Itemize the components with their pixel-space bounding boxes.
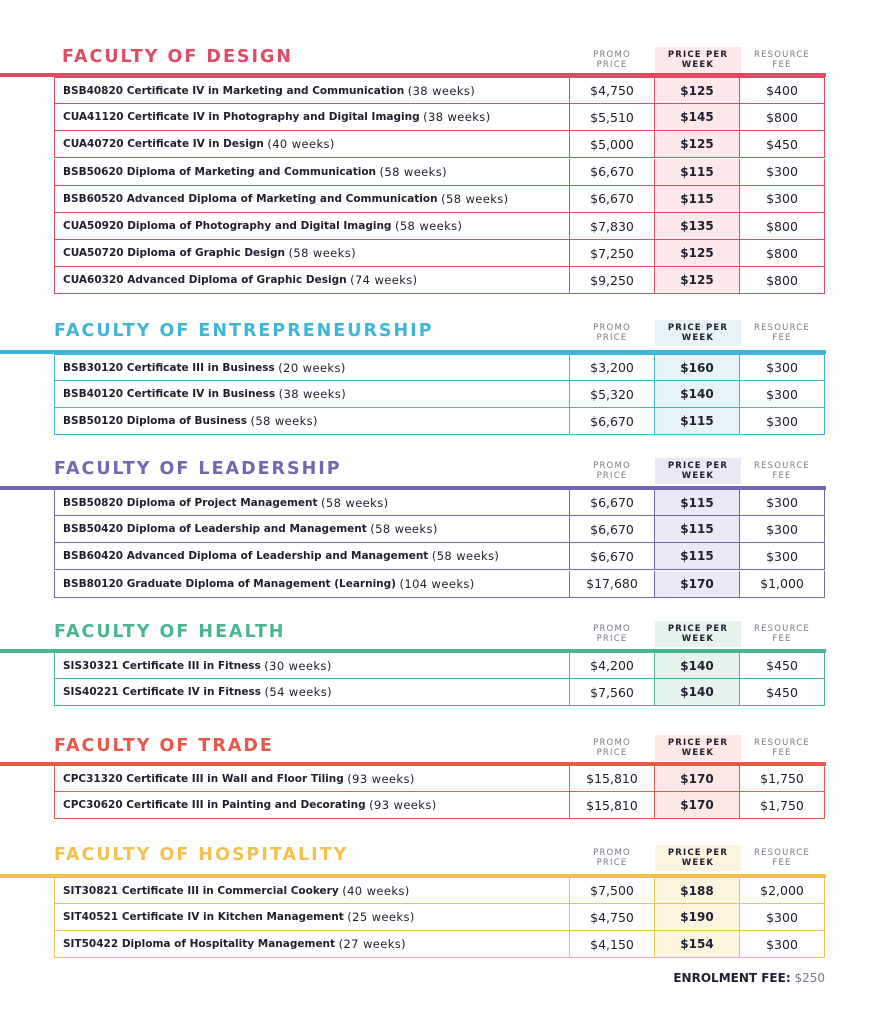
course-duration: (93 weeks) [347,771,415,786]
course-name: BSB40120 Certificate IV in Business [63,388,276,401]
course-duration: (104 weeks) [399,576,475,591]
section-title: FACULTY OF DESIGN [62,47,294,67]
course-cell [54,571,570,598]
table-row [54,489,825,516]
column-header-label: PRICE PER WEEK [667,848,729,868]
course-duration: (20 weeks) [278,360,346,375]
course-duration: (58 weeks) [431,549,500,564]
table-row [54,131,825,158]
course-duration: (25 weeks) [347,910,415,925]
course-duration: (27 weeks) [338,937,407,952]
column-header-resource [739,320,825,346]
course-duration: (58 weeks) [250,414,318,429]
promo-price-cell: $5,510 [570,104,655,131]
column-header-week [655,320,741,346]
table-row [54,931,825,958]
price-per-week-cell: $160 [655,354,740,381]
resource-fee-cell: $300 [740,186,825,213]
price-per-week-cell: $188 [655,877,740,904]
table-row [54,186,825,213]
column-header-label: PROMO PRICE [593,323,631,343]
resource-fee-cell: $300 [740,354,825,381]
price-per-week-cell: $115 [655,516,740,543]
table-row [54,213,825,240]
course-duration: (54 weeks) [264,685,333,700]
column-header-week [655,845,741,871]
column-header-label: PROMO PRICE [593,848,631,868]
course-cell [54,877,570,904]
column-header-label: PROMO PRICE [593,624,631,644]
resource-fee-cell: $300 [740,543,825,570]
course-duration: (58 weeks) [370,522,438,537]
column-header-week [655,47,741,73]
resource-fee-cell: $300 [740,904,825,931]
column-header-label: PROMO PRICE [593,50,631,70]
section-title: FACULTY OF LEADERSHIP [54,459,342,479]
resource-fee-cell: $400 [740,77,825,104]
promo-price-cell: $7,560 [570,679,655,706]
course-cell [54,931,570,958]
promo-price-cell: $4,200 [570,652,655,679]
price-per-week-cell: $170 [655,571,740,598]
column-header-promo [569,845,655,871]
table-row [54,543,825,570]
course-cell [54,381,570,408]
resource-fee-cell: $450 [740,131,825,158]
column-header-label: RESOURCE FEE [754,323,810,343]
course-name: BSB40820 Certificate IV in Marketing and Communication [63,84,405,97]
table-row [54,267,825,294]
section-title: FACULTY OF TRADE [54,736,274,756]
course-cell [54,104,570,131]
column-header-promo [569,621,655,647]
column-header-label: PRICE PER WEEK [667,624,729,644]
course-name: BSB50420 Diploma of Leadership and Management [63,523,367,536]
course-name: CPC31320 Certificate III in Wall and Floor Tiling [63,772,344,785]
course-cell [54,186,570,213]
course-name: SIT30821 Certificate III in Commercial Cookery [63,884,339,897]
course-duration: (40 weeks) [267,137,335,152]
course-duration: (93 weeks) [369,798,437,813]
course-duration: (30 weeks) [264,658,332,673]
table-row [54,381,825,408]
course-name: BSB80120 Graduate Diploma of Management (Learning) [63,577,396,590]
course-name: SIT40521 Certificate IV in Kitchen Management [63,911,344,924]
promo-price-cell: $4,750 [570,77,655,104]
resource-fee-cell: $800 [740,240,825,267]
course-name: CUA60320 Advanced Diploma of Graphic Design [63,274,347,287]
enrolment-fee-value: $250 [794,971,825,985]
column-header-label: RESOURCE FEE [754,624,810,644]
table-row [54,77,825,104]
table-row [54,904,825,931]
course-name: SIS40221 Certificate IV in Fitness [63,686,262,699]
resource-fee-cell: $450 [740,679,825,706]
course-cell [54,543,570,570]
resource-fee-cell: $800 [740,104,825,131]
course-cell [54,679,570,706]
column-header-resource [739,621,825,647]
course-name: SIT50422 Diploma of Hospitality Management [63,938,336,951]
section-title: FACULTY OF HEALTH [54,622,286,642]
resource-fee-cell: $300 [740,159,825,186]
price-per-week-cell: $115 [655,543,740,570]
course-duration: (58 weeks) [441,191,509,206]
course-cell [54,354,570,381]
column-header-resource [739,735,825,761]
table-row [54,679,825,706]
column-header-label: RESOURCE FEE [754,738,810,758]
column-header-promo [569,458,655,484]
column-header-label: PRICE PER WEEK [667,323,729,343]
column-header-resource [739,47,825,73]
resource-fee-cell: $300 [740,381,825,408]
column-header-week [655,458,741,484]
table-row [54,104,825,131]
price-per-week-cell: $140 [655,679,740,706]
promo-price-cell: $15,810 [570,765,655,792]
course-name: CUA40720 Certificate IV in Design [63,138,264,151]
table-row [54,765,825,792]
course-cell [54,159,570,186]
table-row [54,240,825,267]
course-cell [54,131,570,158]
column-header-label: PRICE PER WEEK [667,738,729,758]
column-header-label: RESOURCE FEE [754,461,810,481]
course-duration: (38 weeks) [407,83,476,98]
resource-fee-cell: $1,000 [740,571,825,598]
column-header-label: RESOURCE FEE [754,848,810,868]
promo-price-cell: $4,150 [570,931,655,958]
course-duration: (40 weeks) [342,883,410,898]
price-per-week-cell: $115 [655,186,740,213]
promo-price-cell: $3,200 [570,354,655,381]
resource-fee-cell: $300 [740,931,825,958]
promo-price-cell: $15,810 [570,792,655,819]
price-per-week-cell: $140 [655,381,740,408]
table-row [54,354,825,381]
promo-price-cell: $7,830 [570,213,655,240]
course-cell [54,904,570,931]
price-per-week-cell: $125 [655,267,740,294]
course-name: BSB30120 Certificate III in Business [63,361,275,374]
course-duration: (38 weeks) [423,110,491,125]
course-duration: (38 weeks) [278,387,347,402]
column-header-label: PRICE PER WEEK [667,50,729,70]
course-duration: (58 weeks) [288,246,356,261]
course-duration: (58 weeks) [321,495,389,510]
course-cell [54,792,570,819]
promo-price-cell: $7,250 [570,240,655,267]
resource-fee-cell: $800 [740,213,825,240]
price-per-week-cell: $135 [655,213,740,240]
column-header-promo [569,47,655,73]
promo-price-cell: $6,670 [570,489,655,516]
course-name: BSB50820 Diploma of Project Management [63,496,318,509]
column-header-promo [569,320,655,346]
section-title: FACULTY OF HOSPITALITY [54,845,349,865]
course-cell [54,213,570,240]
resource-fee-cell: $2,000 [740,877,825,904]
promo-price-cell: $17,680 [570,571,655,598]
promo-price-cell: $6,670 [570,186,655,213]
table-row [54,652,825,679]
course-duration: (74 weeks) [350,273,418,288]
resource-fee-cell: $1,750 [740,792,825,819]
promo-price-cell: $6,670 [570,543,655,570]
promo-price-cell: $7,500 [570,877,655,904]
resource-fee-cell: $300 [740,489,825,516]
promo-price-cell: $5,000 [570,131,655,158]
column-header-promo [569,735,655,761]
course-cell [54,77,570,104]
promo-price-cell: $6,670 [570,516,655,543]
enrolment-fee [673,971,825,985]
column-header-resource [739,845,825,871]
course-name: CUA41120 Certificate IV in Photography and Digital Imaging [63,111,420,124]
column-header-week [655,735,741,761]
promo-price-cell: $4,750 [570,904,655,931]
course-cell [54,408,570,435]
course-name: BSB50620 Diploma of Marketing and Communication [63,165,377,178]
course-duration: (58 weeks) [394,219,463,233]
column-header-label: PROMO PRICE [593,738,631,758]
resource-fee-cell: $300 [740,408,825,435]
course-cell [54,516,570,543]
course-cell [54,489,570,516]
price-per-week-cell: $115 [655,408,740,435]
course-name: CUA50720 Diploma of Graphic Design [63,247,286,260]
resource-fee-cell: $300 [740,516,825,543]
price-per-week-cell: $115 [655,489,740,516]
column-header-label: PROMO PRICE [593,461,631,481]
price-per-week-cell: $125 [655,131,740,158]
table-row [54,516,825,543]
promo-price-cell: $6,670 [570,408,655,435]
column-header-week [655,621,741,647]
table-row [54,159,825,186]
column-header-label: PRICE PER WEEK [667,461,729,481]
table-row [54,408,825,435]
price-per-week-cell: $170 [655,792,740,819]
resource-fee-cell: $1,750 [740,765,825,792]
price-per-week-cell: $145 [655,104,740,131]
price-per-week-cell: $190 [655,904,740,931]
price-per-week-cell: $170 [655,765,740,792]
price-per-week-cell: $125 [655,240,740,267]
section-title: FACULTY OF ENTREPRENEURSHIP [54,321,434,341]
course-duration: (58 weeks) [379,164,448,179]
course-name: SIS30321 Certificate III in Fitness [63,659,261,672]
promo-price-cell: $5,320 [570,381,655,408]
resource-fee-cell: $450 [740,652,825,679]
resource-fee-cell: $800 [740,267,825,294]
course-name: BSB60420 Advanced Diploma of Leadership and Management [63,550,429,563]
promo-price-cell: $6,670 [570,159,655,186]
course-cell [54,240,570,267]
table-row [54,792,825,819]
column-header-resource [739,458,825,484]
course-name: BSB50120 Diploma of Business [63,415,247,428]
course-cell [54,267,570,294]
table-row [54,571,825,598]
course-name: CPC30620 Certificate III in Painting and Decorating [63,799,366,812]
course-cell [54,652,570,679]
price-per-week-cell: $125 [655,77,740,104]
course-name: BSB60520 Advanced Diploma of Marketing and Communication [63,192,438,205]
enrolment-fee-label: ENROLMENT FEE: [673,971,791,985]
price-per-week-cell: $115 [655,159,740,186]
course-cell [54,765,570,792]
course-name: CUA50920 Diploma of Photography and Digital Imaging [63,220,392,232]
price-per-week-cell: $154 [655,931,740,958]
price-per-week-cell: $140 [655,652,740,679]
promo-price-cell: $9,250 [570,267,655,294]
column-header-label: RESOURCE FEE [754,50,810,70]
table-row [54,877,825,904]
